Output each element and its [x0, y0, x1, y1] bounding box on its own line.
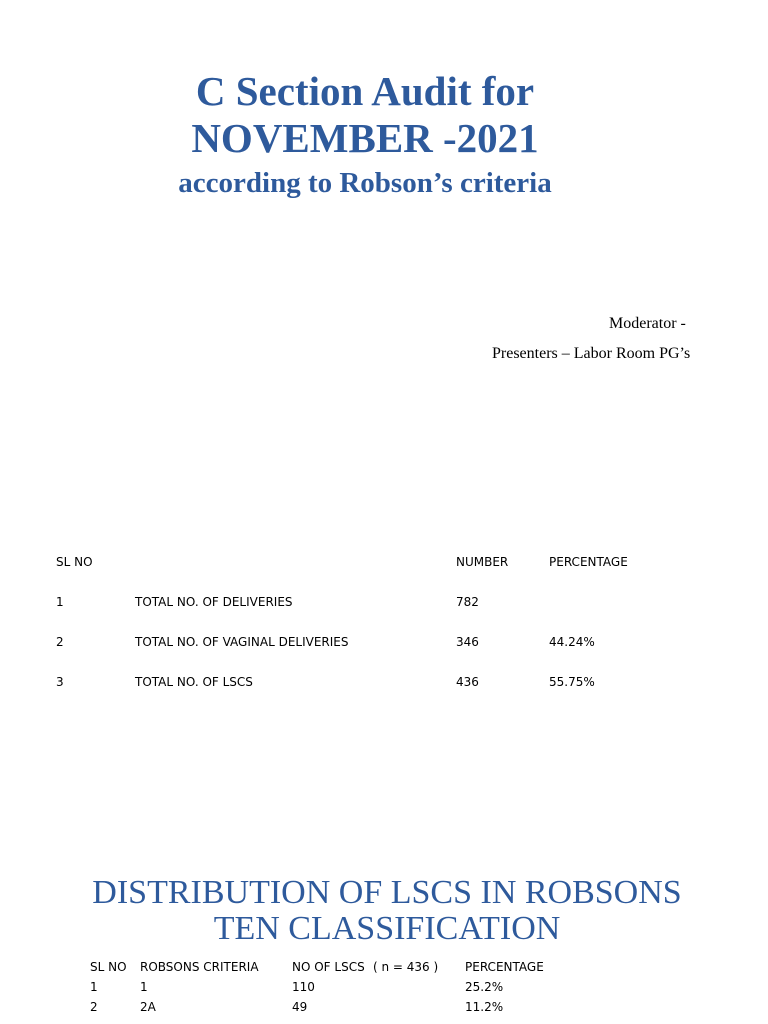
section-title-line-1: DISTRIBUTION OF LSCS IN ROBSONS — [92, 874, 682, 911]
cell-sl-no: 1 — [56, 595, 64, 609]
cell-sl-no: 3 — [56, 675, 64, 689]
cell-percentage: 55.75% — [549, 675, 595, 689]
cell-number: 436 — [456, 675, 479, 689]
header-n-total: ( n = 436 ) — [373, 960, 439, 974]
header-criteria: ROBSONS CRITERIA — [140, 960, 259, 974]
header-percentage: PERCENTAGE — [549, 555, 628, 569]
presenters-text: Presenters – Labor Room PG’s — [492, 345, 691, 362]
cell-no-of-lscs: 49 — [292, 1000, 308, 1014]
cell-sl-no: 2 — [56, 635, 64, 649]
page-subtitle: according to Robson’s criteria — [178, 167, 552, 199]
page-title-line-2: NOVEMBER -2021 — [191, 115, 539, 161]
cell-description: TOTAL NO. OF LSCS — [135, 675, 253, 689]
header-no-of-lscs: NO OF LSCS — [292, 960, 365, 974]
cell-percentage: 44.24% — [549, 635, 595, 649]
cell-number: 782 — [456, 595, 479, 609]
cell-percentage: 11.2% — [465, 1000, 504, 1014]
page-title-line-1: C Section Audit for — [195, 68, 535, 114]
cell-description: TOTAL NO. OF DELIVERIES — [135, 595, 293, 609]
section-title-line-2: TEN CLASSIFICATION — [213, 910, 561, 947]
cell-criteria: 2A — [140, 1000, 156, 1014]
moderator-text: Moderator - — [609, 315, 686, 332]
cell-criteria: 1 — [140, 980, 148, 994]
header-number: NUMBER — [456, 555, 509, 569]
header-percentage: PERCENTAGE — [465, 960, 544, 974]
cell-no-of-lscs: 110 — [292, 980, 315, 994]
cell-number: 346 — [456, 635, 479, 649]
header-sl-no: SL NO — [90, 960, 127, 974]
cell-sl-no: 1 — [90, 980, 98, 994]
cell-sl-no: 2 — [90, 1000, 98, 1014]
cell-percentage: 25.2% — [465, 980, 504, 994]
cell-description: TOTAL NO. OF VAGINAL DELIVERIES — [135, 635, 349, 649]
header-sl-no: SL NO — [56, 555, 93, 569]
